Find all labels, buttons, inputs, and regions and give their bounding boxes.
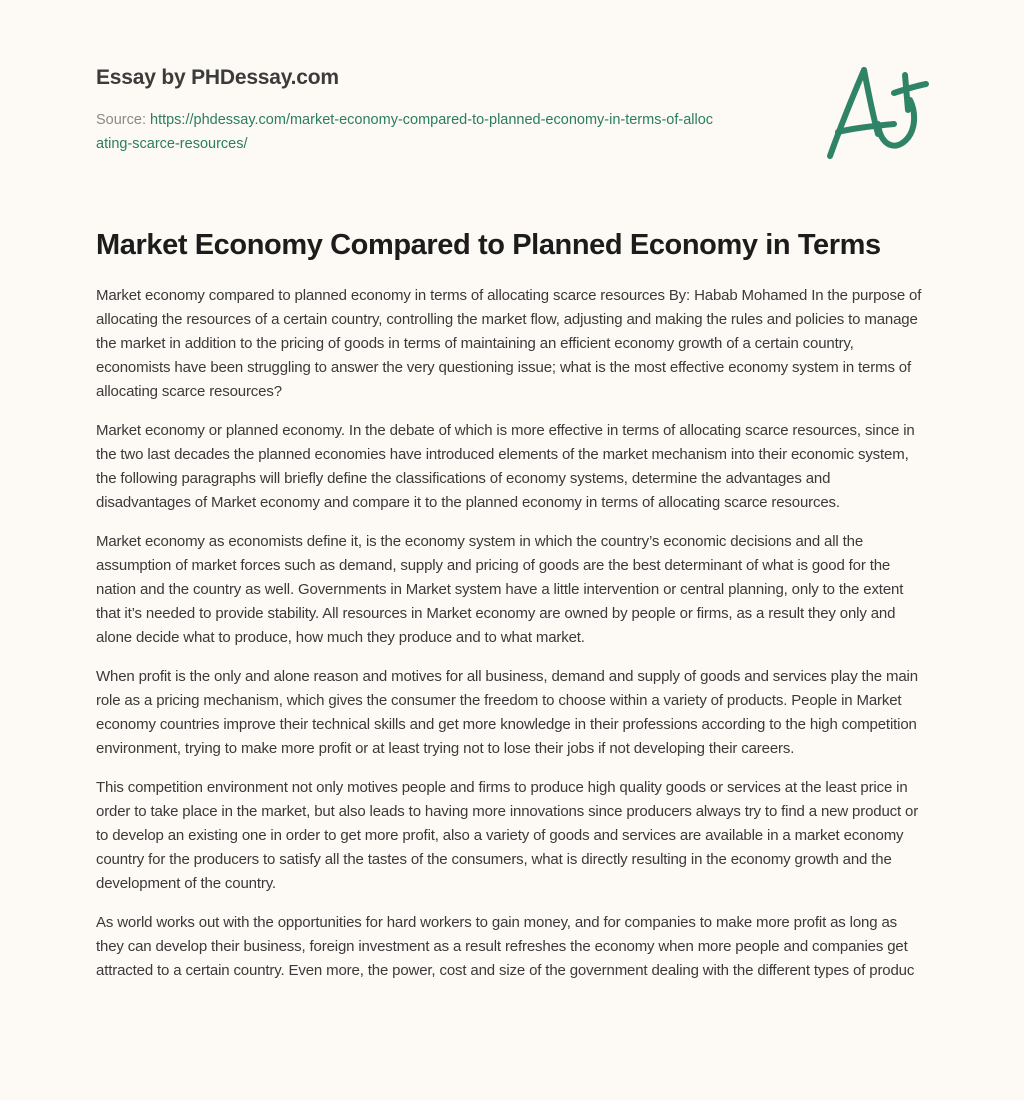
page-header (96, 62, 796, 156)
paragraph: Market economy compared to planned economy in terms of allocating scarce resources By: Habab Mohamed In the purpose of allocating the resources of a certain country, controlling the market flow, adjusting and making the rules and policies to manage the market in addition to the pricing of goods in terms of maintaining an efficient economy growth of a certain country, economists have been struggling to answer the very questioning issue; what is the most effective economy system in terms of allocating scarce resources? (96, 287, 922, 400)
source-label: Source: (96, 112, 150, 128)
paragraph: This competition environment not only motives people and firms to produce high quality goods or services at the least price in order to take place in the market, but also leads to having more innovations since producers always try to find a new product or to develop an existing one in order to get more profit, also a variety of goods and services are available in a market economy country for the producers to satisfy all the tastes of the consumers, what is directly resulting in the economy growth and the development of the country. (96, 779, 919, 892)
source-link[interactable]: https://phdessay.com/market-economy-compared-to-planned-economy-in-terms-of-allocating-scarce-resources/ (96, 112, 714, 152)
paragraph: As world works out with the opportunities for hard workers to gain money, and for companies to make more profit as long as they can develop their business, foreign investment as a result refreshes the economy when more people and companies get attracted to a certain country. Even more, the power, cost and size of the government dealing with the different types of produc (96, 914, 915, 979)
source-line (96, 108, 716, 156)
article-title: Market Economy Compared to Planned Economy in Terms (96, 229, 881, 261)
a-plus-grade-icon (818, 40, 938, 170)
site-title: Essay by PHDessay.com (96, 66, 339, 89)
paragraph: When profit is the only and alone reason and motives for all business, demand and supply of goods and services play the main role as a pricing mechanism, which gives the consumer the freedom to choose within a variety of products. People in Market economy countries improve their technical skills and get more knowledge in their professions according to the high competition environment, trying to make more profit or at least trying not to lose their jobs if not developing their careers. (96, 668, 918, 757)
paragraph: Market economy or planned economy. In the debate of which is more effective in terms of allocating scarce resources, since in the two last decades the planned economies have introduced elements of the market mechanism into their economic system, the following paragraphs will briefly define the classifications of economy systems, determine the advantages and disadvantages of Market economy and compare it to the planned economy in terms of allocating scarce resources. (96, 422, 915, 511)
article-body (96, 284, 928, 998)
paragraph: Market economy as economists define it, is the economy system in which the country’s economic decisions and all the assumption of market forces such as demand, supply and pricing of goods are the best determinant of what is good for the nation and the country as well. Governments in Market system have a little intervention or central planning, only to the extent that it’s needed to provide stability. All resources in Market economy are owned by people or firms, as a result they only and alone decide what to produce, how much they produce and to what market. (96, 533, 904, 646)
